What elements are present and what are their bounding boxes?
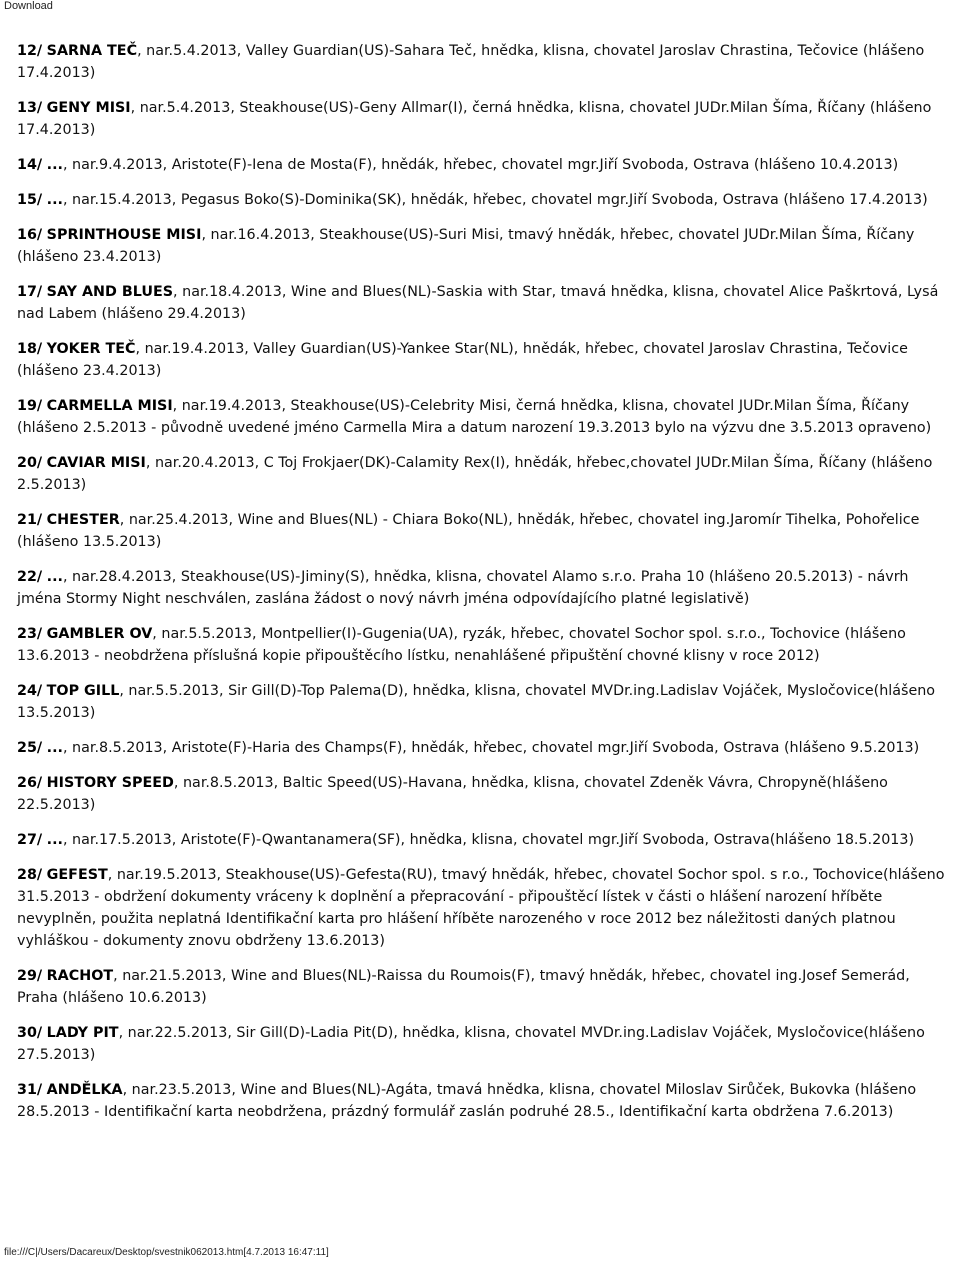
entry-text: , nar.25.4.2013, Wine and Blues(NL) - Chiara Boko(NL), hnědák, hřebec, chovatel ing.Jaromír Tihelka, Pohořelice (hlášeno 13.5.2013) <box>17 512 920 550</box>
entry-text: , nar.9.4.2013, Aristote(F)-Iena de Mosta(F), hnědák, hřebec, chovatel mgr.Jiří Svoboda, Ostrava (hlášeno 10.4.2013) <box>62 157 899 173</box>
entry-number: 14/ <box>17 157 43 173</box>
horse-name: TOP GILL <box>46 683 120 699</box>
entry-21 <box>17 509 947 553</box>
entry-number: 26/ <box>17 775 43 791</box>
entry-27 <box>17 829 947 851</box>
entry-number: 15/ <box>17 192 43 208</box>
entry-24 <box>17 680 947 724</box>
entry-number: 12/ <box>17 43 43 59</box>
horse-name: SPRINTHOUSE MISI <box>46 227 202 243</box>
entry-number: 17/ <box>17 284 43 300</box>
entry-26 <box>17 772 947 816</box>
entry-number: 20/ <box>17 455 43 471</box>
entry-25 <box>17 737 947 759</box>
entry-14 <box>17 154 947 176</box>
entry-29 <box>17 965 947 1009</box>
entry-text: , nar.8.5.2013, Aristote(F)-Haria des Champs(F), hnědák, hřebec, chovatel mgr.Jiří Svoboda, Ostrava (hlášeno 9.5.2013) <box>62 740 920 756</box>
horse-name: CAVIAR MISI <box>46 455 146 471</box>
entry-31 <box>17 1079 947 1123</box>
entry-text: , nar.16.4.2013, Steakhouse(US)-Suri Misi, tmavý hnědák, hřebec, chovatel JUDr.Milan Šíma, Říčany (hlášeno 23.4.2013) <box>17 227 915 265</box>
horse-name: RACHOT <box>46 968 114 984</box>
entry-text: , nar.5.5.2013, Sir Gill(D)-Top Palema(D), hnědka, klisna, chovatel MVDr.ing.Ladislav Vojáček, Mysločovice(hlášeno 13.5.2013) <box>17 683 936 721</box>
entry-number: 31/ <box>17 1082 43 1098</box>
entry-text: , nar.21.5.2013, Wine and Blues(NL)-Raissa du Roumois(F), tmavý hnědák, hřebec, chovatel ing.Josef Semerád, Praha (hlášeno 10.6.2013) <box>17 968 910 1006</box>
horse-name: ... <box>46 569 63 585</box>
entry-number: 30/ <box>17 1025 43 1041</box>
entry-15 <box>17 189 947 211</box>
entry-20 <box>17 452 947 496</box>
entry-text: , nar.5.4.2013, Steakhouse(US)-Geny Allmar(I), černá hnědka, klisna, chovatel JUDr.Milan Šíma, Říčany (hlášeno 17.4.2013) <box>17 100 932 138</box>
horse-name: SARNA TEČ <box>46 43 138 59</box>
horse-name: GAMBLER OV <box>46 626 153 642</box>
entry-22 <box>17 566 947 610</box>
entry-17 <box>17 281 947 325</box>
entry-number: 28/ <box>17 867 43 883</box>
entry-18 <box>17 338 947 382</box>
horse-name: SAY AND BLUES <box>46 284 174 300</box>
entry-23 <box>17 623 947 667</box>
download-label: Download <box>4 0 53 12</box>
horse-name: GENY MISI <box>46 100 131 116</box>
entry-text: , nar.19.4.2013, Steakhouse(US)-Celebrity Misi, černá hnědka, klisna, chovatel JUDr.Milan Šíma, Říčany (hlášeno 2.5.2013 - původně uvedené jméno Carmella Mira a datum narození 19.3.2013 bylo na výzvu dne 3.5.2013 opraveno) <box>17 398 932 436</box>
entry-number: 21/ <box>17 512 43 528</box>
horse-name: HISTORY SPEED <box>46 775 174 791</box>
entry-number: 16/ <box>17 227 43 243</box>
horse-name: CARMELLA MISI <box>46 398 173 414</box>
entry-28 <box>17 864 947 952</box>
entry-text: , nar.5.4.2013, Valley Guardian(US)-Sahara Teč, hnědka, klisna, chovatel Jaroslav Chrastina, Tečovice (hlášeno 17.4.2013) <box>17 43 925 81</box>
horse-name: GEFEST <box>46 867 108 883</box>
entry-number: 18/ <box>17 341 43 357</box>
entry-number: 24/ <box>17 683 43 699</box>
entry-number: 29/ <box>17 968 43 984</box>
entry-text: , nar.5.5.2013, Montpellier(I)-Gugenia(UA), ryzák, hřebec, chovatel Sochor spol. s.r.o., Tochovice (hlášeno 13.6.2013 - neobdržena příslušná kopie připouštěcího lístku, nenahlášené připuštění chovné klisny v roce 2012) <box>17 626 906 664</box>
file-path-footer: file:///C|/Users/Dacareux/Desktop/svestnik062013.htm[4.7.2013 16:47:11] <box>4 1247 329 1258</box>
entry-text: , nar.15.4.2013, Pegasus Boko(S)-Dominika(SK), hnědák, hřebec, chovatel mgr.Jiří Svoboda, Ostrava (hlášeno 17.4.2013) <box>62 192 928 208</box>
entry-30 <box>17 1022 947 1066</box>
horse-name: LADY PIT <box>46 1025 119 1041</box>
entry-16 <box>17 224 947 268</box>
entry-number: 13/ <box>17 100 43 116</box>
horse-name: ... <box>46 740 63 756</box>
entry-number: 19/ <box>17 398 43 414</box>
entry-text: , nar.28.4.2013, Steakhouse(US)-Jiminy(S), hnědka, klisna, chovatel Alamo s.r.o. Praha 10 (hlášeno 20.5.2013) - návrh jména Stormy Night neschválen, zaslána žádost o nový návrh jména odpovídajícího platné legislativě) <box>17 569 909 607</box>
entry-19 <box>17 395 947 439</box>
entry-12 <box>17 40 947 84</box>
entry-number: 22/ <box>17 569 43 585</box>
entry-text: , nar.18.4.2013, Wine and Blues(NL)-Saskia with Star, tmavá hnědka, klisna, chovatel Alice Paškrtová, Lysá nad Labem (hlášeno 29.4.2013) <box>17 284 939 322</box>
entry-text: , nar.20.4.2013, C Toj Frokjaer(DK)-Calamity Rex(I), hnědák, hřebec,chovatel JUDr.Milan Šíma, Říčany (hlášeno 2.5.2013) <box>17 455 933 493</box>
entry-text: , nar.23.5.2013, Wine and Blues(NL)-Agáta, tmavá hnědka, klisna, chovatel Miloslav Sirůček, Bukovka (hlášeno 28.5.2013 - Identifikační karta neobdržena, prázdný formulář zaslán podruhé 28.5., Identifikační karta obdržena 7.6.2013) <box>17 1082 917 1120</box>
horse-name: ... <box>46 832 63 848</box>
entry-text: , nar.8.5.2013, Baltic Speed(US)-Havana, hnědka, klisna, chovatel Zdeněk Vávra, Chropyně(hlášeno 22.5.2013) <box>17 775 888 813</box>
entry-text: , nar.19.4.2013, Valley Guardian(US)-Yankee Star(NL), hnědák, hřebec, chovatel Jaroslav Chrastina, Tečovice (hlášeno 23.4.2013) <box>17 341 908 379</box>
horse-name: ANDĚLKA <box>46 1082 123 1098</box>
entry-13 <box>17 97 947 141</box>
entry-number: 27/ <box>17 832 43 848</box>
entry-number: 23/ <box>17 626 43 642</box>
horse-name: ... <box>46 157 63 173</box>
horse-name: ... <box>46 192 63 208</box>
entry-text: , nar.17.5.2013, Aristote(F)-Qwantanamera(SF), hnědka, klisna, chovatel mgr.Jiří Svoboda, Ostrava(hlášeno 18.5.2013) <box>62 832 915 848</box>
horse-name: CHESTER <box>46 512 120 528</box>
horse-name: YOKER TEČ <box>46 341 136 357</box>
entry-number: 25/ <box>17 740 43 756</box>
entry-text: , nar.19.5.2013, Steakhouse(US)-Gefesta(RU), tmavý hnědák, hřebec, chovatel Sochor spol. s r.o., Tochovice(hlášeno 31.5.2013 - obdržení dokumenty vráceny k doplnění a přepracování - připouštěcí lístek v části o hlášení narození hříběte nevyplněn, použita neplatná Identifikační karta pro hlášení hříběte narozeného v roce 2012 bez náležitosti daných platnou vyhláškou - dokumenty znovu obdrženy 13.6.2013) <box>17 867 945 949</box>
entry-text: , nar.22.5.2013, Sir Gill(D)-Ladia Pit(D), hnědka, klisna, chovatel MVDr.ing.Ladislav Vojáček, Mysločovice(hlášeno 27.5.2013) <box>17 1025 925 1063</box>
entry-list <box>17 40 947 1136</box>
